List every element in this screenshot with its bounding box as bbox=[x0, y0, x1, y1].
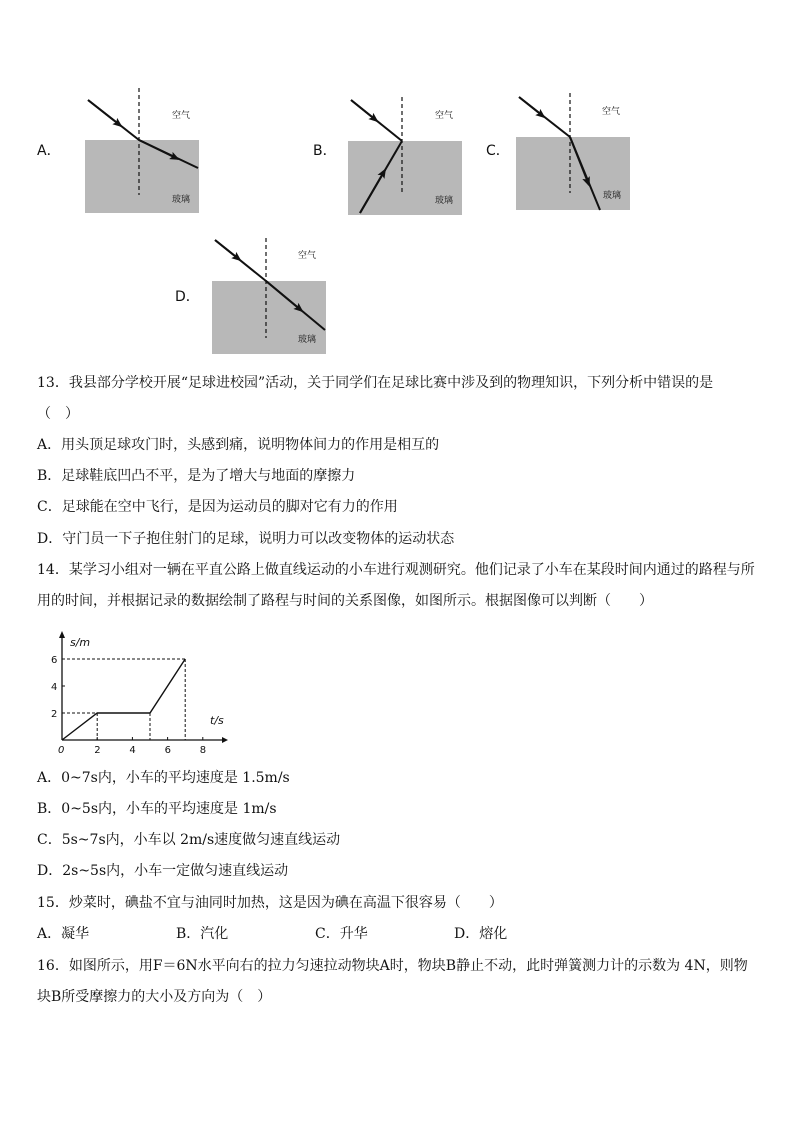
option-letter-d: D． bbox=[175, 289, 200, 305]
x-tick-label: 8 bbox=[199, 745, 207, 753]
q14-option-d: D．2s~5s内，小车一定做匀速直线运动 bbox=[37, 863, 289, 879]
y-tick-label: 6 bbox=[51, 655, 58, 666]
q15-option-c: C．升华 bbox=[315, 926, 368, 942]
x-tick-label: 4 bbox=[129, 745, 136, 753]
y-axis-label: s/m bbox=[70, 636, 91, 649]
glass-label-a: 玻璃 bbox=[172, 195, 191, 205]
option-letter-b: B． bbox=[313, 143, 337, 159]
option-letter-c: C． bbox=[486, 143, 510, 159]
q15-stem: 15．炒菜时，碘盐不宜与油同时加热，这是因为碘在高温下很容易（ ） bbox=[37, 895, 503, 911]
y-tick-label: 2 bbox=[51, 709, 58, 720]
air-label-d: 空气 bbox=[298, 251, 317, 261]
q15-option-a: A．凝华 bbox=[37, 926, 90, 942]
q14-option-a: A．0~7s内，小车的平均速度是 1.5m/s bbox=[37, 770, 290, 786]
q13-stem-line2: （ ） bbox=[37, 406, 79, 422]
glass-label-b: 玻璃 bbox=[435, 196, 454, 206]
q16-stem-line2: 块B所受摩擦力的大小及方向为（ ） bbox=[37, 989, 272, 1005]
glass-label-c: 玻璃 bbox=[603, 191, 622, 201]
x-axis-label: t/s bbox=[210, 714, 224, 727]
q15-option-b: B．汽化 bbox=[176, 926, 229, 942]
q15-option-d: D．熔化 bbox=[454, 926, 508, 942]
q13-option-a: A．用头顶足球攻门时，头感到痛，说明物体间力的作用是相互的 bbox=[37, 437, 440, 453]
air-label-b: 空气 bbox=[435, 111, 454, 121]
x-tick-label: 0 bbox=[58, 745, 65, 753]
y-tick-label: 4 bbox=[51, 682, 58, 693]
q13-option-d: D．守门员一下子抱住射门的足球，说明力可以改变物体的运动状态 bbox=[37, 531, 455, 547]
q14-stem-line1: 14．某学习小组对一辆在平直公路上做直线运动的小车进行观测研究。他们记录了小车在某段时间内通过的路程与所 bbox=[37, 562, 755, 578]
q13-stem-line1: 13．我县部分学校开展“足球进校园”活动，关于同学们在足球比赛中涉及到的物理知识，下列分析中错误的是 bbox=[37, 375, 714, 391]
x-tick-label: 2 bbox=[94, 745, 101, 753]
q13-option-b: B．足球鞋底凹凸不平，是为了增大与地面的摩擦力 bbox=[37, 468, 356, 484]
distance-time-graph bbox=[40, 628, 230, 753]
q16-stem-line1: 16．如图所示，用F＝6N水平向右的拉力匀速拉动物块A时，物块B静止不动，此时弹簧测力计的示数为 4N，则物 bbox=[37, 958, 748, 974]
glass-label-d: 玻璃 bbox=[298, 335, 317, 345]
q13-option-c: C．足球能在空中飞行，是因为运动员的脚对它有力的作用 bbox=[37, 499, 398, 515]
q14-stem-line2: 用的时间，并根据记录的数据绘制了路程与时间的关系图像，如图所示。根据图像可以判断（ ） bbox=[37, 593, 653, 609]
x-tick-label: 6 bbox=[164, 745, 171, 753]
q14-option-b: B．0~5s内，小车的平均速度是 1m/s bbox=[37, 801, 277, 817]
air-label-c: 空气 bbox=[602, 107, 621, 117]
air-label-a: 空气 bbox=[172, 111, 191, 121]
q14-option-c: C．5s~7s内，小车以 2m/s速度做匀速直线运动 bbox=[37, 832, 341, 848]
option-letter-a: A． bbox=[37, 143, 61, 159]
x-axis-arrow bbox=[222, 737, 228, 743]
optics-diagrams bbox=[0, 80, 794, 370]
y-axis-arrow bbox=[59, 631, 65, 638]
data-line bbox=[62, 659, 185, 740]
